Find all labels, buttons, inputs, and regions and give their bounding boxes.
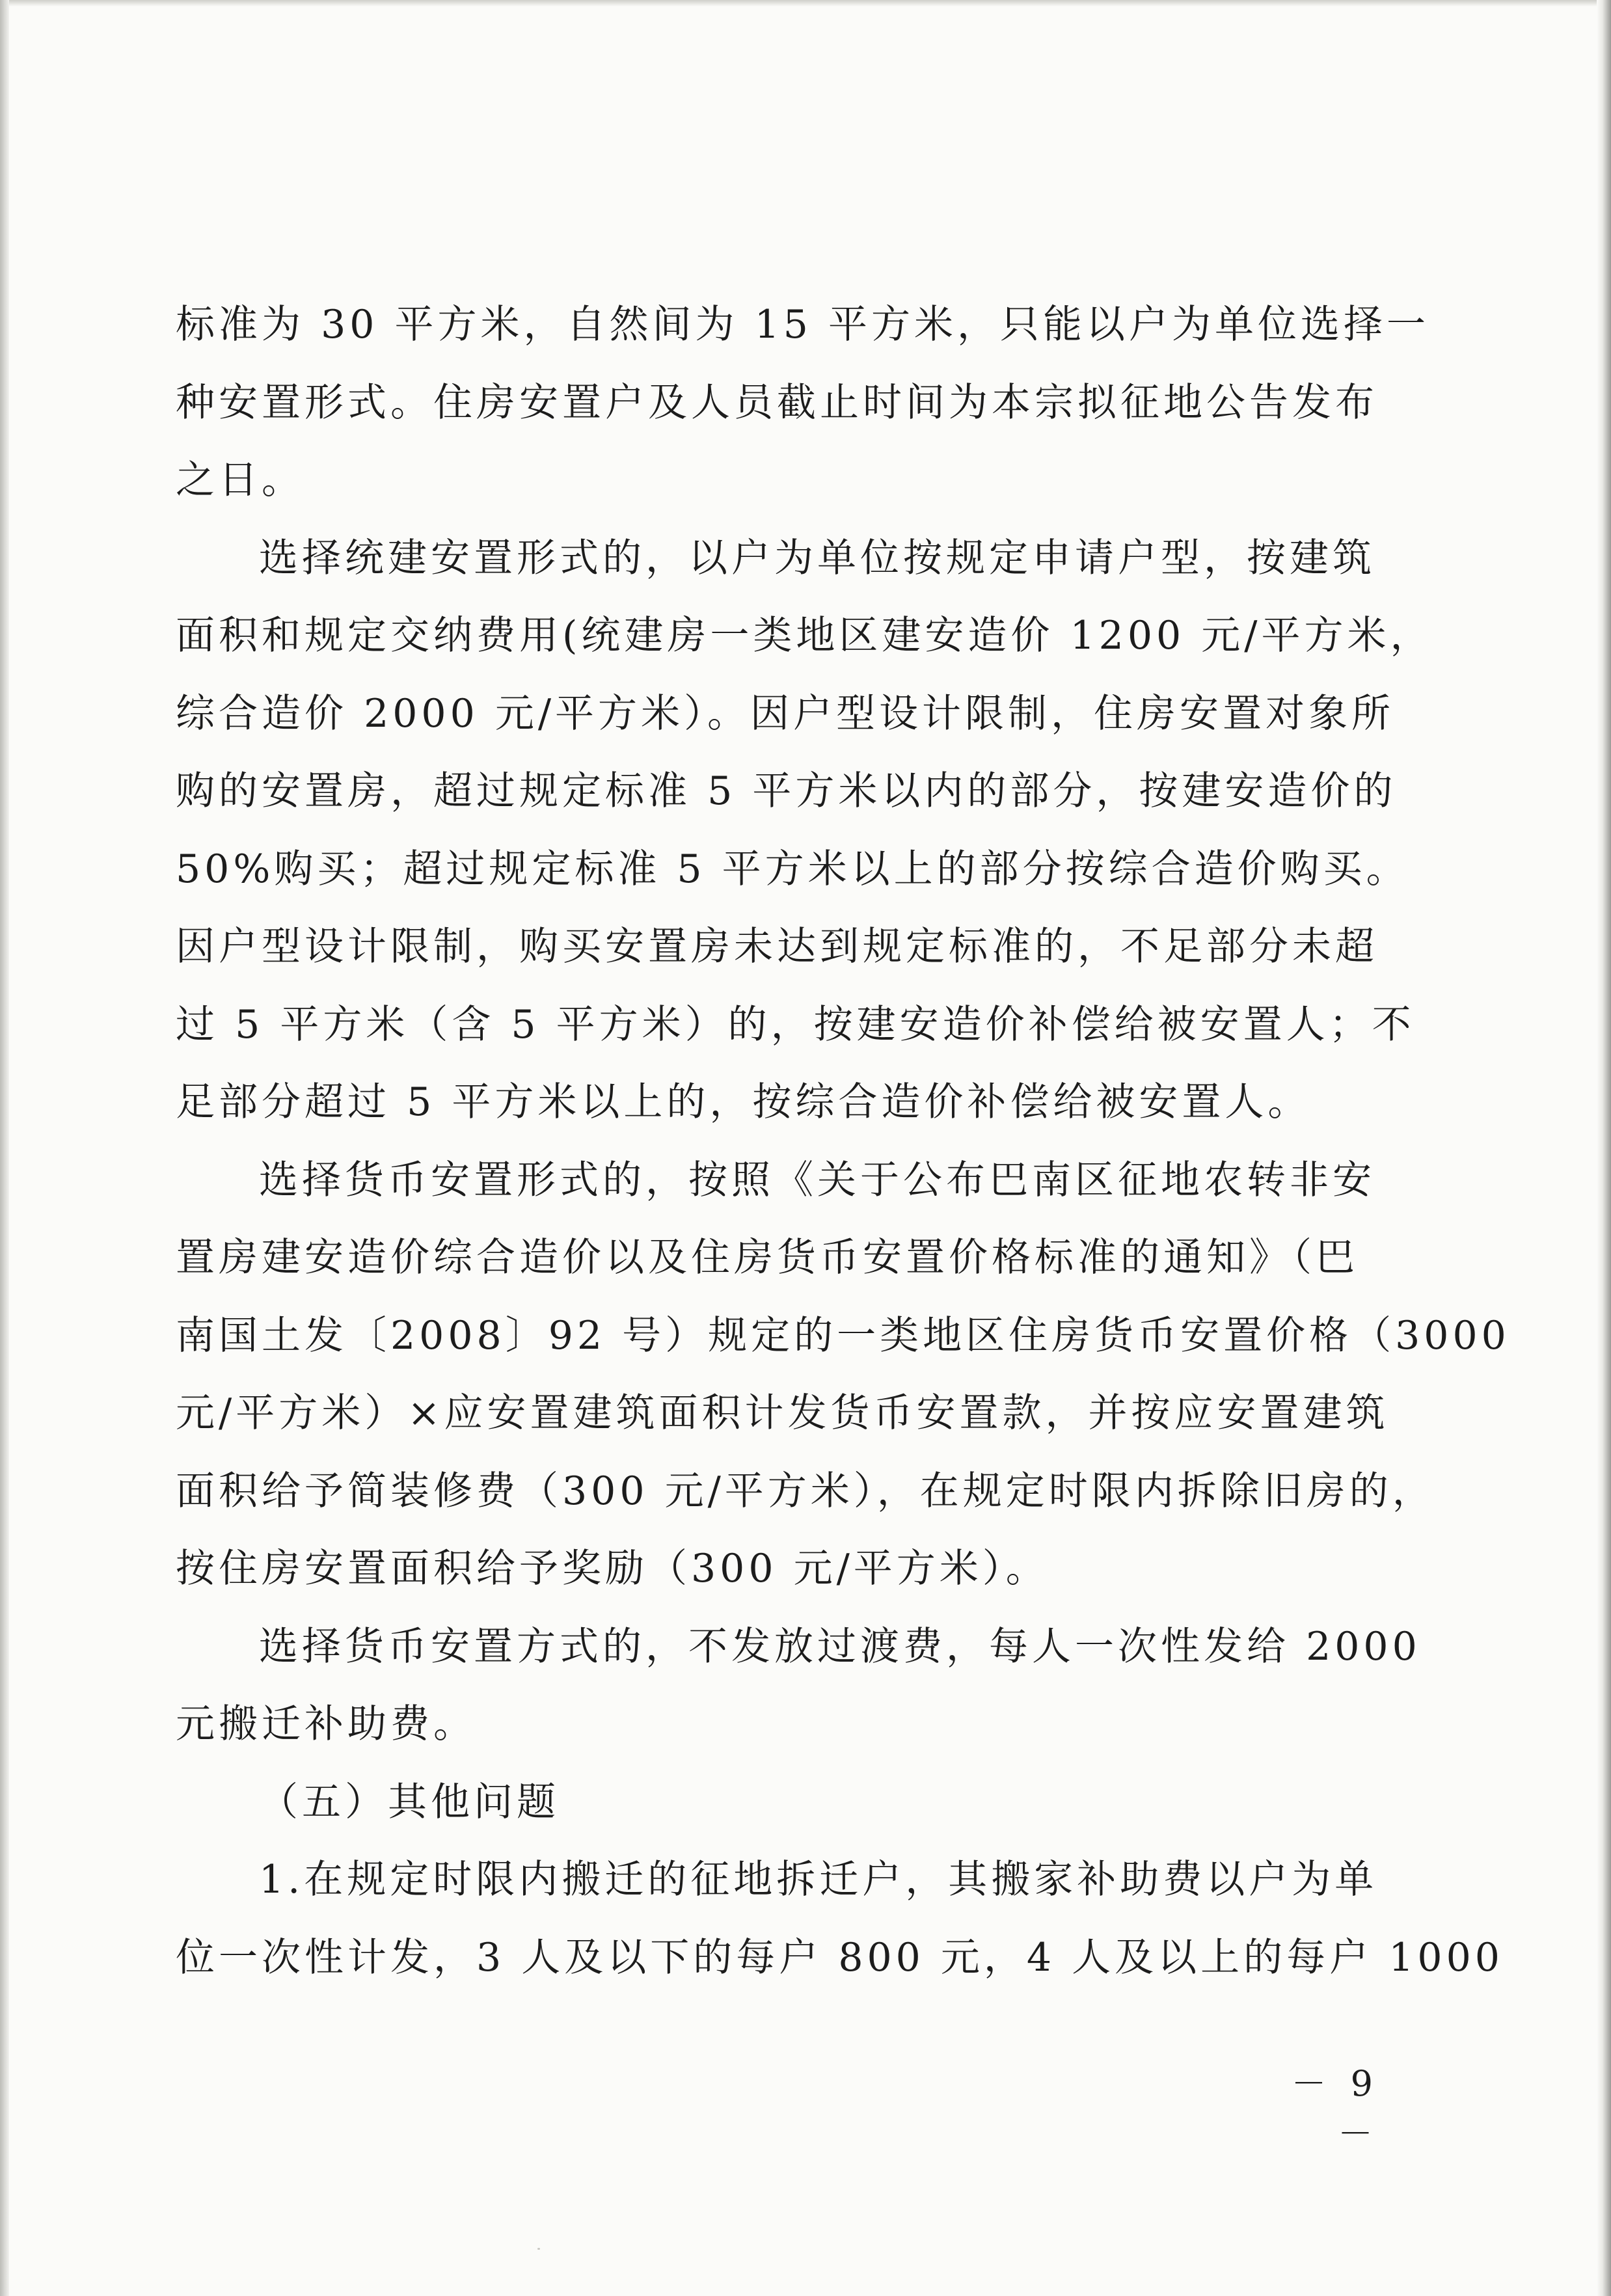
text-line: 元搬迁补助费。 bbox=[176, 1701, 476, 1747]
text-line: 购的安置房，超过规定标准 5 平方米以内的部分，按建安造价的 bbox=[176, 768, 1397, 814]
page-number: － 9 － bbox=[1291, 2063, 1379, 2154]
text-line: 面积和规定交纳费用(统建房一类地区建安造价 1200 元/平方米， bbox=[176, 613, 1433, 658]
text-line: 选择货币安置形式的，按照《关于公布巴南区征地农转非安 bbox=[259, 1157, 1375, 1203]
text-line: 标准为 30 平方米，自然间为 15 平方米，只能以户为单位选择一 bbox=[176, 302, 1429, 347]
text-line: 综合造价 2000 元/平方米）。因户型设计限制，住房安置对象所 bbox=[176, 690, 1395, 736]
text-line: 元/平方米）×应安置建筑面积计发货币安置款，并按应安置建筑 bbox=[176, 1390, 1389, 1436]
text-line: 位一次性计发，3 人及以下的每户 800 元，4 人及以上的每户 1000 bbox=[176, 1934, 1504, 1980]
text-line: 之日。 bbox=[176, 457, 305, 503]
text-line: 按住房安置面积给予奖励（300 元/平方米）。 bbox=[176, 1546, 1049, 1591]
scan-edge-right bbox=[1597, 0, 1611, 2296]
text-line: 种安置形式。住房安置户及人员截止时间为本宗拟征地公告发布 bbox=[176, 379, 1378, 425]
scan-edge-top bbox=[0, 0, 1611, 7]
section-heading: （五）其他问题 bbox=[259, 1779, 560, 1825]
text-line: 过 5 平方米（含 5 平方米）的，按建安造价补偿给被安置人；不 bbox=[176, 1001, 1415, 1047]
text-line: 南国土发〔2008〕92 号）规定的一类地区住房货币安置价格（3000 bbox=[176, 1312, 1510, 1358]
text-line: 足部分超过 5 平方米以上的，按综合造价补偿给被安置人。 bbox=[176, 1079, 1311, 1125]
text-line: 面积给予简装修费（300 元/平方米），在规定时限内拆除旧房的， bbox=[176, 1468, 1435, 1514]
body-text bbox=[176, 286, 1510, 1997]
scan-edge-left bbox=[0, 0, 9, 2296]
text-line: 因户型设计限制，购买安置房未达到规定标准的，不足部分未超 bbox=[176, 924, 1378, 969]
text-line: 1.在规定时限内搬迁的征地拆迁户，其搬家补助费以户为单 bbox=[259, 1857, 1378, 1902]
text-line: 选择货币安置方式的，不发放过渡费，每人一次性发给 2000 bbox=[259, 1623, 1421, 1669]
text-line: 50%购买；超过规定标准 5 平方米以上的部分按综合造价购买。 bbox=[176, 846, 1409, 892]
text-line: 选择统建安置形式的，以户为单位按规定申请户型，按建筑 bbox=[259, 535, 1375, 581]
text-line: 置房建安造价综合造价以及住房货币安置价格标准的通知》（巴 bbox=[176, 1235, 1359, 1280]
scan-speck bbox=[537, 2248, 540, 2250]
